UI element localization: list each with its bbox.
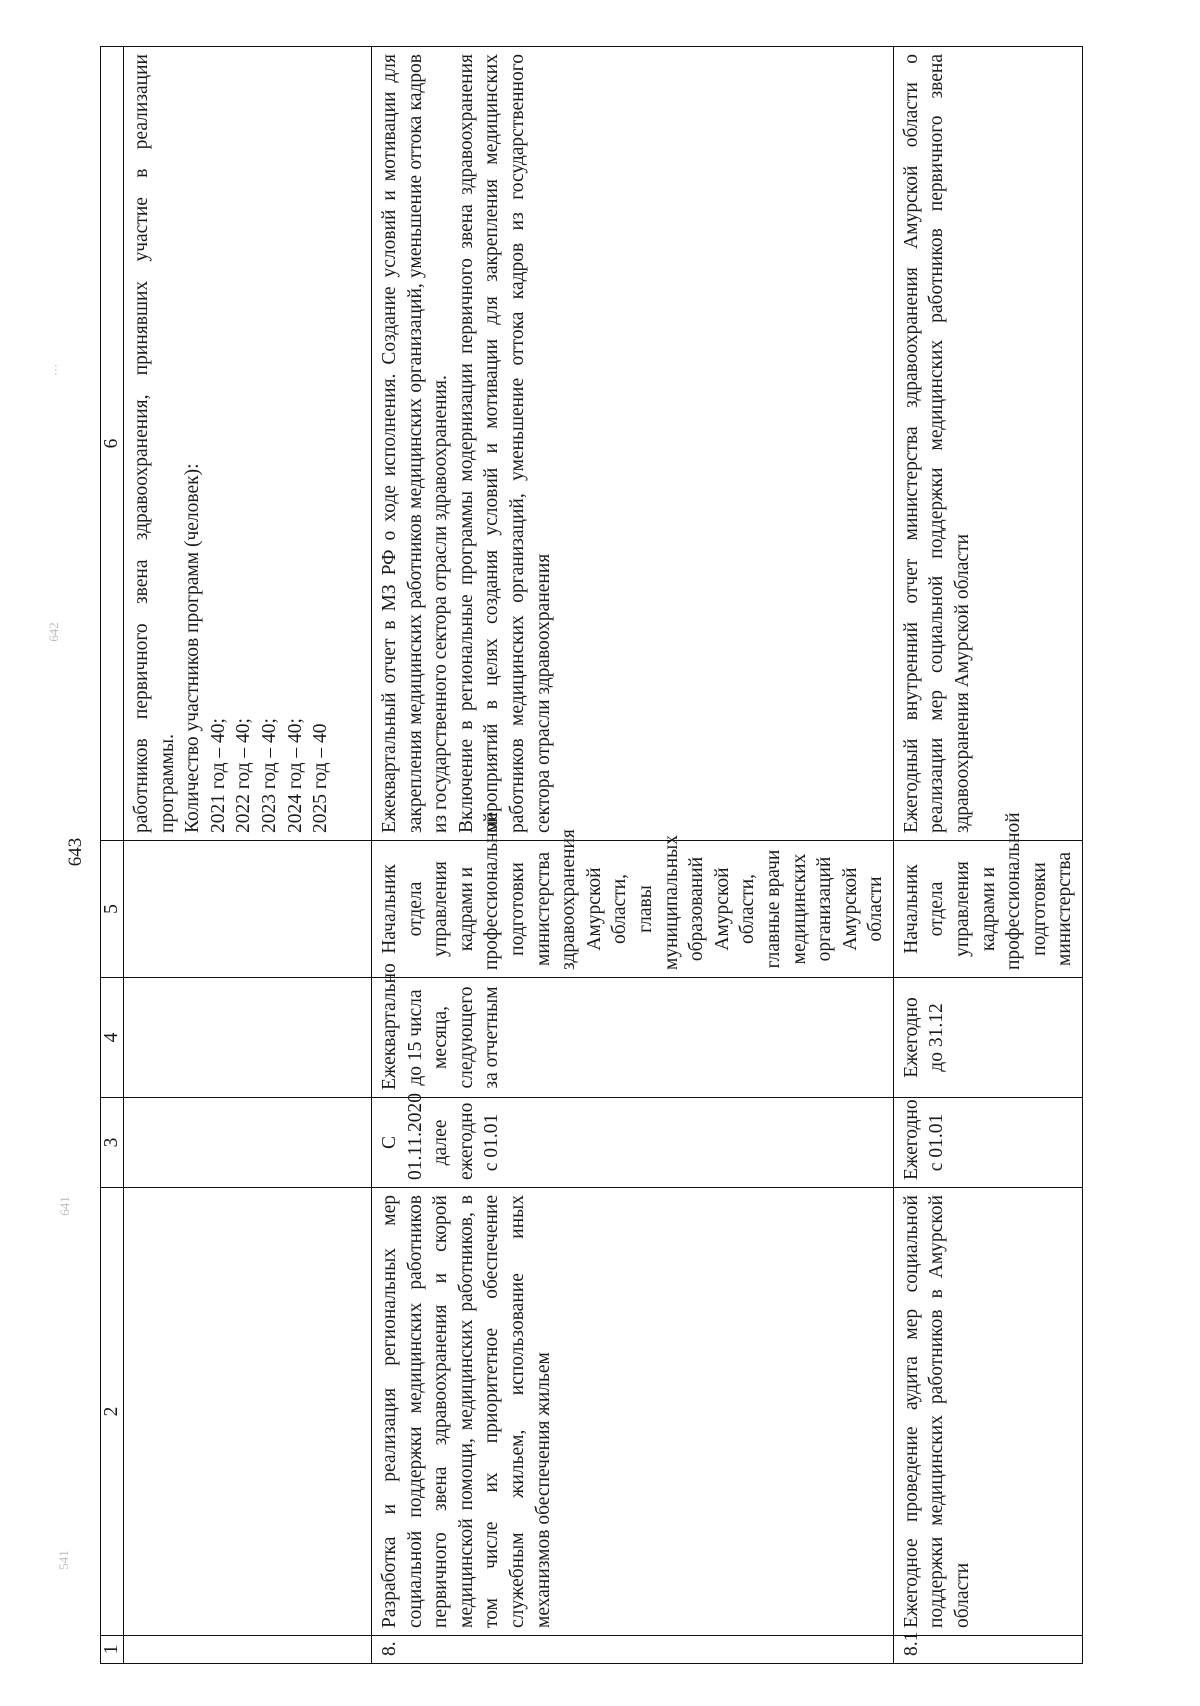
start-date-cell: Ежегодно с 01.01: [893, 1098, 1082, 1188]
result-cell: Ежегодный внутренний отчет министерства здравоохранения Амурской области о реализации мер социальной поддержки медицинских работников первичного звена здравоохранения Амурской области: [893, 47, 1082, 841]
column-header: 6: [101, 47, 124, 841]
result-cell: Ежеквартальный отчет в МЗ РФ о ходе исполнения. Создание условий и мотивации для закрепления медицинских работников медицинских организаций, уменьшение оттока кадров из государственного сектора отрасли здравоохранения. Включение в региональные программы модернизации первичного звена здравоохранения мероприятий в целях создания условий и мотивации для закрепления медицинских работников медицинских организаций, уменьшение оттока кадров из государственного сектора отрасли здравоохранения: [372, 47, 894, 841]
row-number: 8.1: [893, 1636, 1082, 1664]
bleed-through-mark: 642: [45, 622, 61, 642]
activity-table: [100, 46, 1083, 1664]
table-row: [372, 47, 894, 1664]
deadline-cell: Ежеквартально до 15 числа месяца, следующего за отчетным: [372, 978, 894, 1098]
page-number-text: 643: [65, 837, 86, 867]
activity-cell: [124, 1188, 372, 1636]
column-header: 5: [101, 841, 124, 978]
bleed-through-mark: 641: [56, 1196, 72, 1216]
bleed-through-mark: …: [44, 363, 60, 377]
document-page: [100, 47, 1076, 1664]
column-header: 3: [101, 1098, 124, 1188]
rotated-table-wrapper: [100, 47, 1076, 1664]
responsible-cell: Начальник отдела управления кадрами и профессиональной подготовки министерства здравоохранения Амурской области, главы муниципальных образований Амурской области, главные врачи медицинских организаций Амурской области: [372, 841, 894, 978]
start-date-cell: С 01.11.2020 далее ежегодно с 01.01: [372, 1098, 894, 1188]
row-number: [124, 1636, 372, 1664]
bleed-through-mark: 541: [55, 1550, 71, 1570]
column-header: 1: [101, 1636, 124, 1664]
table-row: [893, 47, 1082, 1664]
column-header: 4: [101, 978, 124, 1098]
responsible-cell: Начальник отдела управления кадрами и профессиональной подготовки министерства: [893, 841, 1082, 978]
result-cell: работников первичного звена здравоохранения, принявших участие в реализации программы. Количество участников программ (человек): 2021 год – 40; 2022 год – 40; 2023 год – 40; 2024 год – 40; 2025 год – 40: [124, 47, 372, 841]
deadline-cell: [124, 978, 372, 1098]
deadline-cell: Ежегодно до 31.12: [893, 978, 1082, 1098]
column-header: 2: [101, 1188, 124, 1636]
row-number: 8.: [372, 1636, 894, 1664]
table-row: [124, 47, 372, 1664]
start-date-cell: [124, 1098, 372, 1188]
responsible-cell: [124, 841, 372, 978]
activity-cell: Ежегодное проведение аудита мер социальной поддержки медицинских работников в Амурской области: [893, 1188, 1082, 1636]
page-number: [66, 832, 86, 872]
activity-cell: Разработка и реализация региональных мер социальной поддержки медицинских работников первичного звена здравоохранения и скорой медицинской помощи, медицинских работников, в том числе их приоритетное обеспечение служебным жильем, использование иных механизмов обеспечения жильем: [372, 1188, 894, 1636]
table-header-row: [101, 47, 124, 1664]
